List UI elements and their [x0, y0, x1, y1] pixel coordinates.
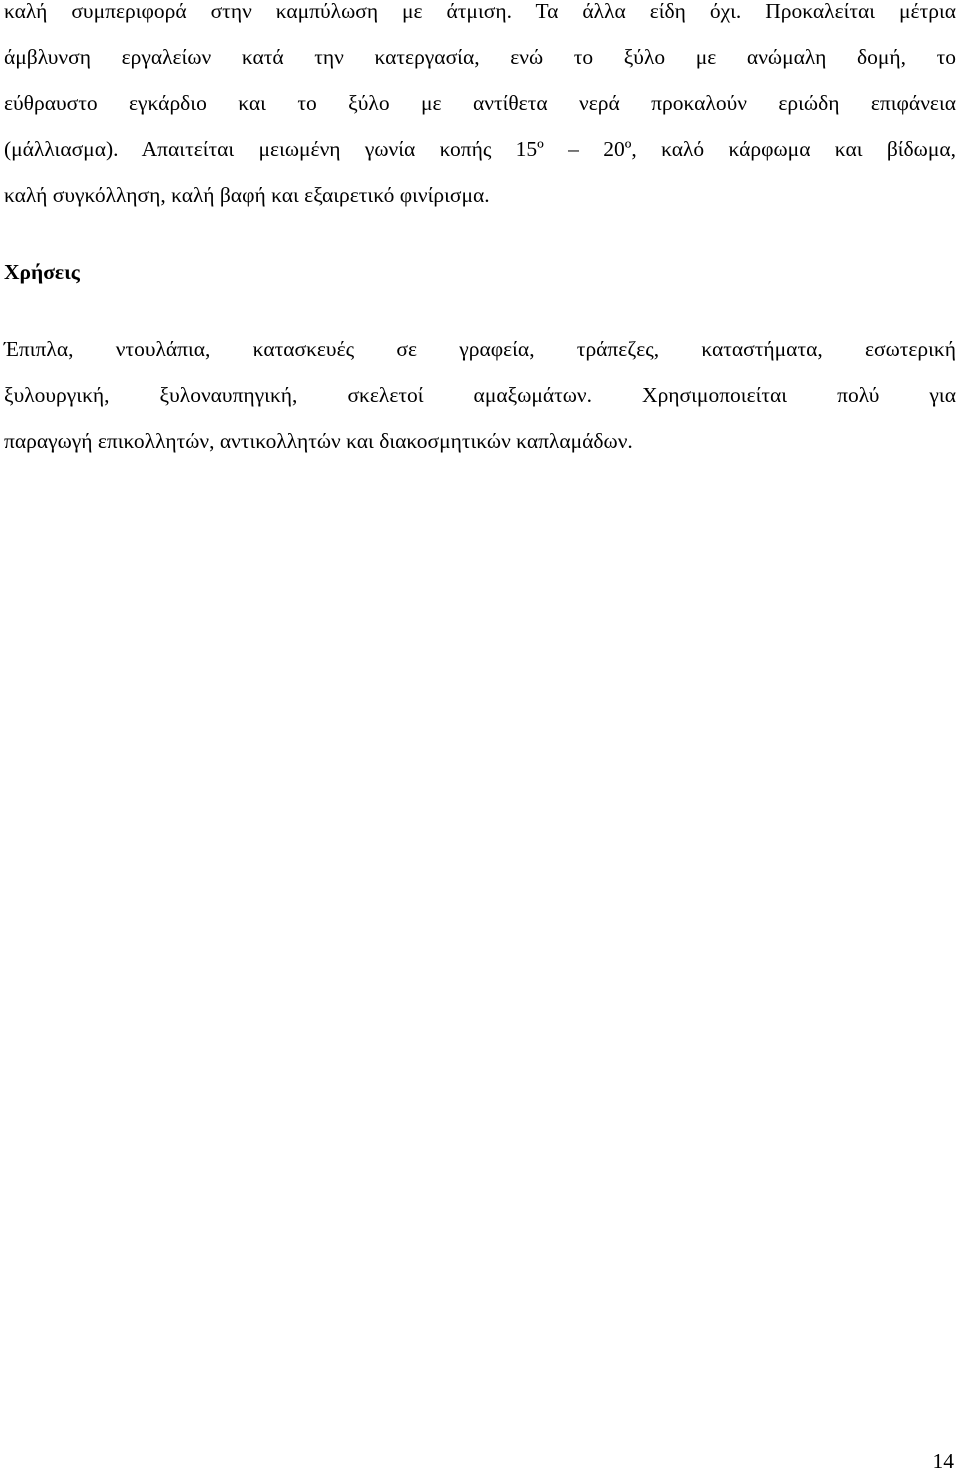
page-number: 14	[932, 1449, 954, 1473]
paragraph-1-line-5: καλή συγκόλληση, καλή βαφή και εξαιρετικό φινίρισμα.	[4, 183, 490, 207]
paragraph-1-line-3: εύθραυστο εγκάρδιο και το ξύλο με αντίθετα νερά προκαλούν εριώδη επιφάνεια	[4, 91, 956, 115]
paragraph-2-line-2: ξυλουργική, ξυλοναυπηγική, σκελετοί αμαξωμάτων. Χρησιμοποιείται πολύ για	[4, 383, 956, 407]
paragraph-1-line-2: άμβλυνση εργαλείων κατά την κατεργασία, ενώ το ξύλο με ανώμαλη δομή, το	[4, 45, 956, 69]
paragraph-1-line-1: καλή συμπεριφορά στην καμπύλωση με άτμιση. Τα άλλα είδη όχι. Προκαλείται μέτρια	[4, 0, 956, 23]
paragraph-2-line-1: Έπιπλα, ντουλάπια, κατασκευές σε γραφεία, τράπεζες, καταστήματα, εσωτερική	[4, 337, 956, 361]
paragraph-1-line-4: (μάλλιασμα). Απαιτείται μειωμένη γωνία κοπής 15º – 20º, καλό κάρφωμα και βίδωμα,	[4, 137, 956, 161]
section-heading-uses: Χρήσεις	[4, 260, 80, 284]
paragraph-2-line-3: παραγωγή επικολλητών, αντικολλητών και διακοσμητικών καπλαμάδων.	[4, 429, 633, 453]
